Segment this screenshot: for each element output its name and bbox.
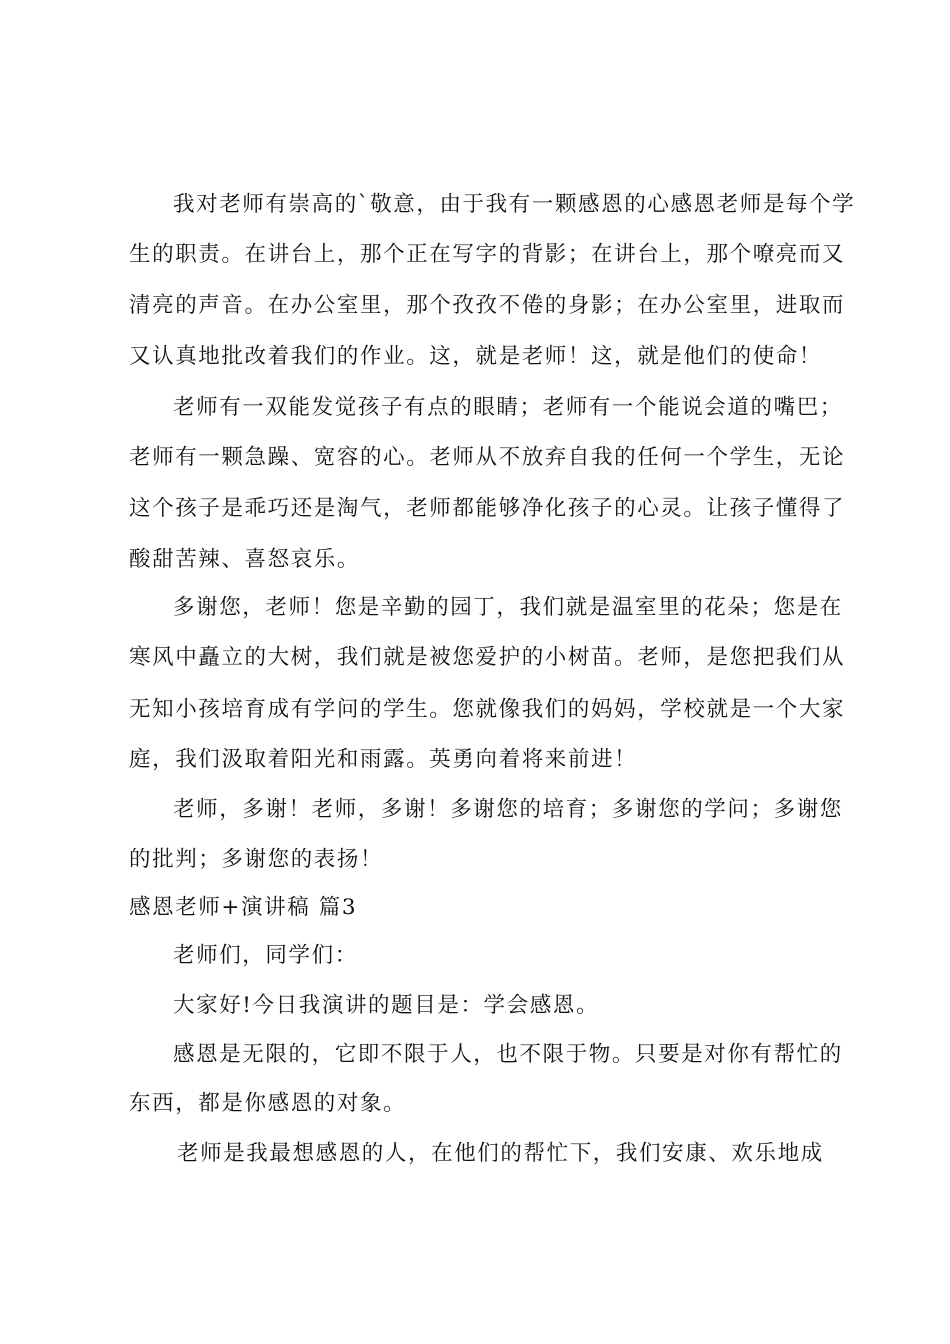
text-line: 老师，多谢！老师，多谢！多谢您的培育；多谢您的学问；多谢您 [173, 797, 843, 822]
text-line: 的批判；多谢您的表扬！ [129, 847, 384, 872]
text-line: 多谢您，老师！您是辛勤的园丁，我们就是温室里的花朵；您是在 [173, 595, 843, 620]
text-line: 清亮的声音。在办公室里，那个孜孜不倦的身影；在办公室里，进取而 [129, 293, 846, 318]
text-line: 老师有一颗急躁、宽容的心。老师从不放弃自我的任何一个学生，无论 [129, 445, 846, 470]
text-line: 这个孩子是乖巧还是淘气，老师都能够净化孩子的心灵。让孩子懂得了 [129, 496, 846, 521]
text-line: 酸甜苦辣、喜怒哀乐。 [129, 547, 361, 572]
text-line: 老师有一双能发觉孩子有点的眼睛；老师有一个能说会道的嘴巴； [173, 395, 843, 420]
text-line: 我对老师有崇高的`敬意，由于我有一颗感恩的心感恩老师是每个学 [173, 192, 856, 217]
speech-greeting: 老师们，同学们： [173, 943, 358, 968]
text-line: 寒风中矗立的大树，我们就是被您爱护的小树苗。老师，是您把我们从 [129, 645, 846, 670]
section-title: 感恩老师+演讲稿 篇3 [129, 895, 358, 920]
text-line: 庭，我们汲取着阳光和雨露。英勇向着将来前进！ [129, 747, 638, 772]
speech-intro: 大家好!今日我演讲的题目是：学会感恩。 [173, 993, 600, 1018]
text-line: 东西，都是你感恩的对象。 [129, 1091, 407, 1116]
text-line: 感恩是无限的，它即不限于人，也不限于物。只要是对你有帮忙的 [173, 1042, 843, 1067]
text-line: 生的职责。在讲台上，那个正在写字的背影；在讲台上，那个嘹亮而又 [129, 242, 846, 267]
text-line: 又认真地批改着我们的作业。这，就是老师！这，就是他们的使命！ [129, 344, 823, 369]
text-line: 无知小孩培育成有学问的学生。您就像我们的妈妈，学校就是一个大家 [129, 697, 846, 722]
text-line: 老师是我最想感恩的人，在他们的帮忙下，我们安康、欢乐地成 [177, 1141, 824, 1166]
